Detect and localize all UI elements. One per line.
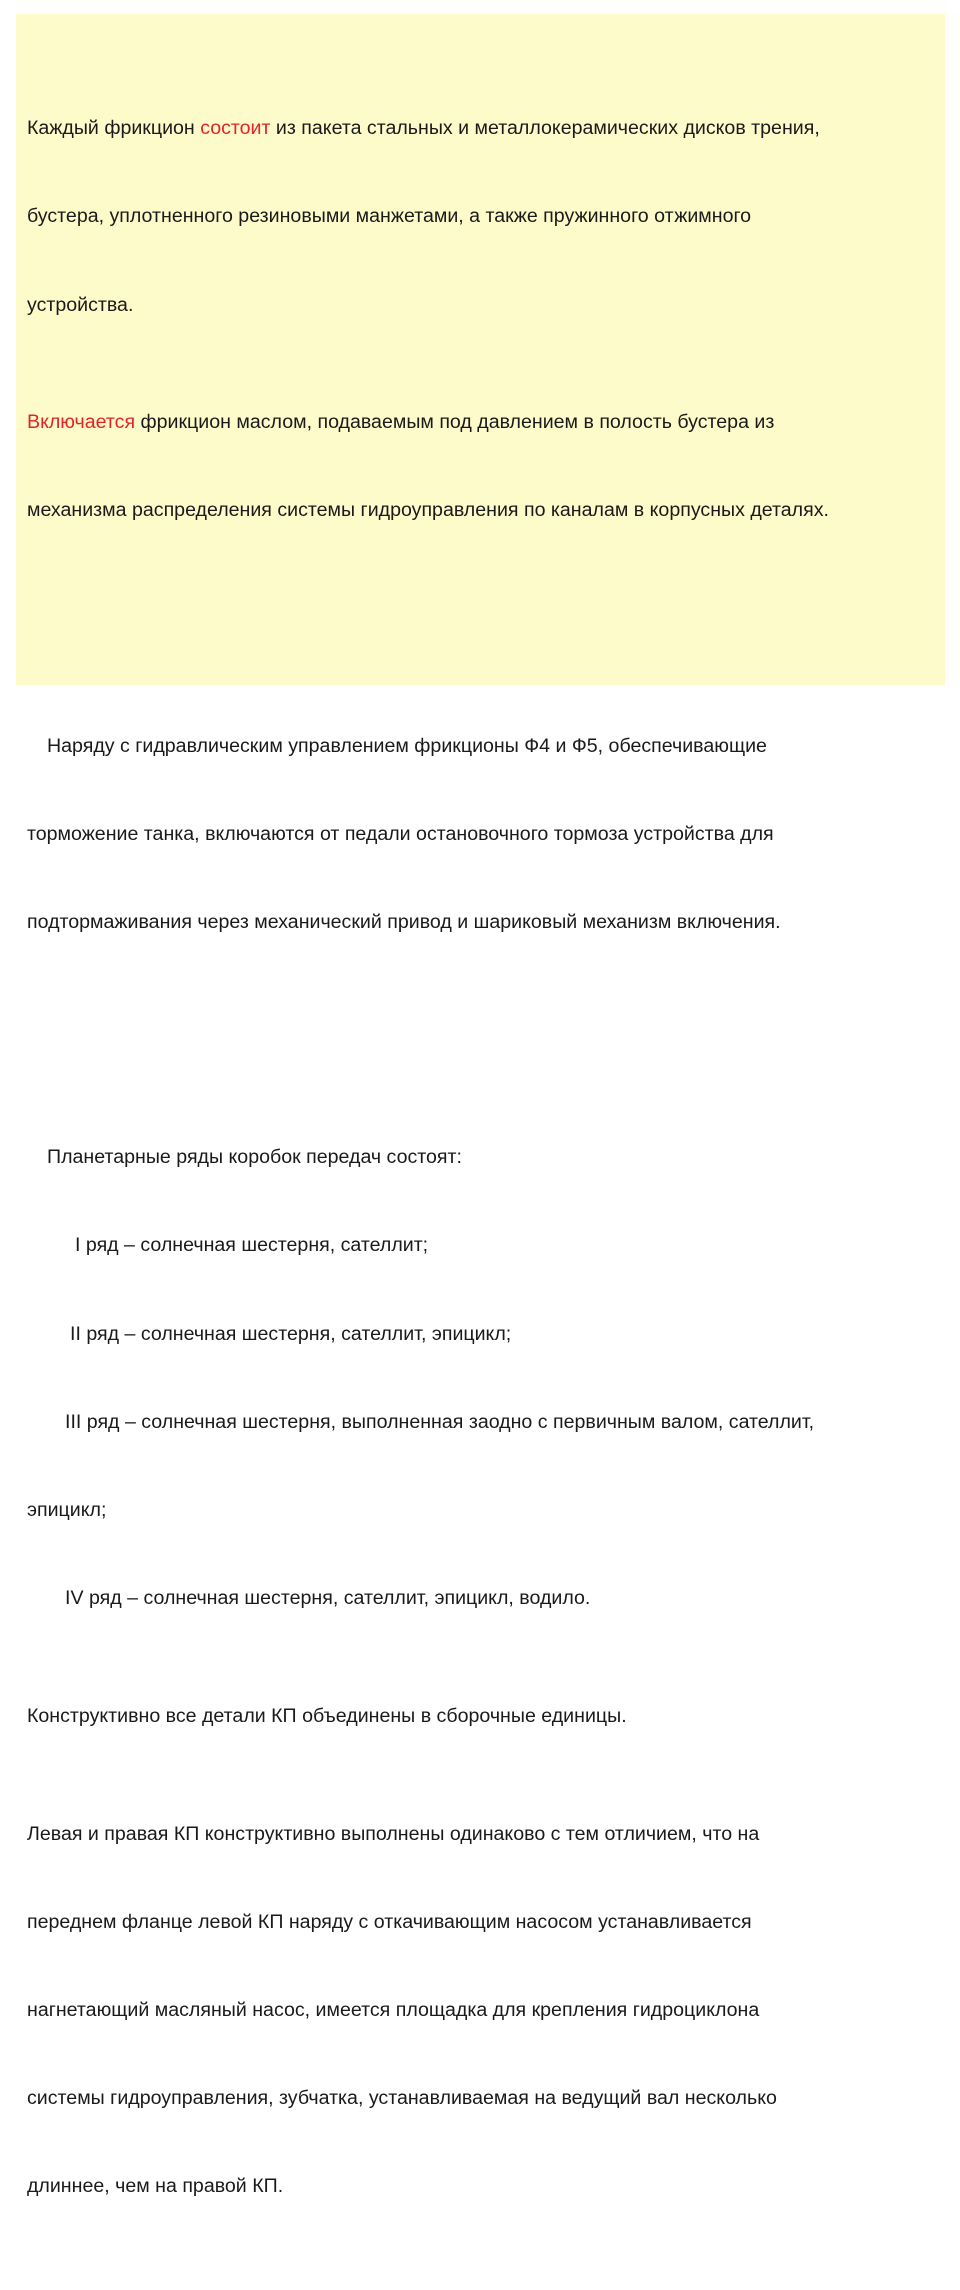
text-segment: фрикцион маслом, подаваемым под давлением в полость бустера из [135, 411, 775, 434]
highlight-sostoit: состоит [200, 117, 271, 140]
list-heading: Планетарные ряды коробок передач состоят: [47, 1146, 462, 1169]
text-line [27, 114, 945, 143]
text-segment: Каждый фрикцион [27, 117, 201, 140]
highlight-vklyuchaetsya: Включается [27, 411, 136, 434]
text-line: бустера, уплотненного резиновыми манжетами, а также пружинного отжимного [27, 205, 752, 228]
list-item: III ряд – солнечная шестерня, выполненная заодно с первичным валом, сателлит, [65, 1410, 815, 1433]
paragraph-spacer [27, 614, 945, 643]
text-line: механизма распределения системы гидроуправления по каналам в корпусных деталях. [27, 499, 829, 522]
text-line: системы гидроуправления, зубчатка, устанавливаемая на ведущий вал несколько [27, 2087, 777, 2110]
text-line: Левая и правая КП конструктивно выполнены одинаково с тем отличием, что на [27, 1822, 760, 1845]
text-line: нагнетающий масляный насос, имеется площадка для крепления гидроциклона [27, 1998, 760, 2021]
slide-background [16, 14, 945, 2198]
text-line: длиннее, чем на правой КП. [27, 2175, 284, 2198]
text-line: Наряду с гидравлическим управлением фрикционы Ф4 и Ф5, обеспечивающие [47, 734, 767, 757]
text-line: устройства. [27, 293, 134, 316]
paragraph-spacer [27, 1026, 945, 1055]
slide-text-body [27, 26, 945, 2290]
list-item: II ряд – солнечная шестерня, сателлит, эпицикл; [70, 1322, 512, 1345]
text-line: переднем фланце левой КП наряду с откачивающим насосом устанавливается [27, 1910, 752, 1933]
list-item: IV ряд – солнечная шестерня, сателлит, эпицикл, водило. [65, 1587, 591, 1610]
text-line: подтормаживания через механический привод и шариковый механизм включения. [27, 911, 781, 934]
text-line [27, 408, 945, 437]
text-segment: из пакета стальных и металлокерамических дисков трения, [270, 117, 820, 140]
list-item-continuation: эпицикл; [27, 1499, 107, 1522]
text-line: торможение танка, включаются от педали остановочного тормоза устройства для [27, 822, 774, 845]
text-line: Конструктивно все детали КП объединены в сборочные единицы. [27, 1704, 627, 1727]
list-item: I ряд – солнечная шестерня, сателлит; [75, 1234, 429, 1257]
